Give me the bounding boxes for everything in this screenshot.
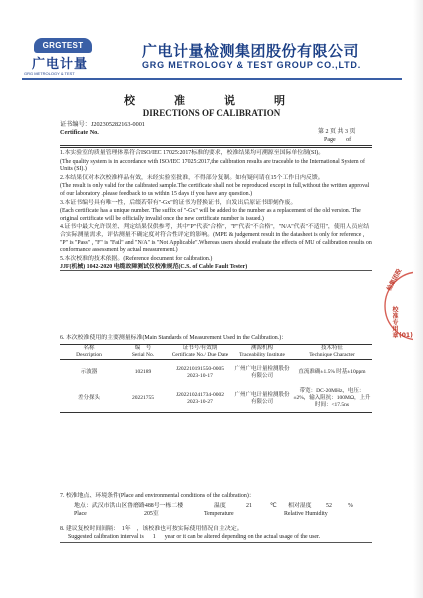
standards-table bbox=[60, 344, 372, 413]
cell-traceability: 广州广电计量检测股份有限公司 bbox=[234, 365, 290, 379]
certificate-label-en: Certificate No. bbox=[60, 129, 99, 136]
notes-end-rule bbox=[60, 270, 372, 271]
calibration-notes bbox=[60, 150, 372, 273]
col-name-en: Description bbox=[60, 352, 118, 359]
note-1-en: (The quality system is in accordance with ISO/IEC 17025:2017,the calibration results are traceable to the International System of Units (SI).) bbox=[60, 158, 365, 173]
table-header-cn-row bbox=[60, 345, 372, 352]
scan-edge-shadow bbox=[413, 0, 423, 598]
temperature-unit: ℃ bbox=[270, 503, 277, 509]
environment-heading: 7. 校准地点、环境条件(Place and environmental conditions of the calibration)： bbox=[60, 493, 255, 499]
calibration-interval bbox=[60, 525, 372, 541]
note-5: 5.本次校准的技术依据。(Reference document for calibration.) bbox=[60, 255, 213, 262]
cell-certificate: J202210191550-0005 2023-10-17 bbox=[176, 365, 224, 379]
note-3-cn: 3.本证书编号具有唯一性，后缀若带有"-Gx"的证书为替换证书，自发出后原证书即刻作废。 bbox=[60, 199, 297, 206]
seal-text-arc: 检集团股 bbox=[385, 267, 404, 293]
col-serial-cn: 编 号 bbox=[118, 345, 168, 352]
seal-text-main: 校准专用章 bbox=[391, 306, 398, 339]
seal-text-number: (01) bbox=[399, 332, 413, 339]
footer-rule bbox=[60, 542, 372, 543]
certificate-label-cn: 证书编号： bbox=[60, 121, 91, 128]
company-name-cn: 广电计量检测集团股份有限公司 bbox=[142, 42, 360, 60]
certificate-rule bbox=[60, 145, 372, 146]
certificate-number: J202305282163-0001 bbox=[90, 121, 145, 128]
table-row bbox=[60, 386, 372, 413]
logo-cn-text: 广电计量 bbox=[32, 57, 89, 72]
humidity-unit: % bbox=[348, 503, 353, 509]
reference-document: JJF(机械) 1042-2020 电缆故障测试仪校准规范(C.S. of Cable Fault Tester) bbox=[60, 264, 248, 271]
logo-badge: GRGTEST bbox=[34, 38, 92, 53]
col-serial-en: Serial No. bbox=[118, 352, 168, 359]
humidity-label-en: Relative Humidity bbox=[284, 511, 328, 517]
col-name-cn: 名称 bbox=[60, 345, 118, 352]
company-logo bbox=[22, 38, 112, 78]
table-header-en-row bbox=[60, 352, 372, 359]
note-1-cn: 1.本实验室的质量管理体系符合ISO/IEC 17025:2017标准的要求，校准结果均可溯源至国际单位制(SI)。 bbox=[60, 150, 325, 156]
page-info-cn: 第 2 页 共 3 页 bbox=[318, 129, 356, 135]
cell-description: 示波器 bbox=[80, 369, 98, 376]
temperature-label-en: Temperature bbox=[204, 511, 234, 517]
document-title-en: DIRECTIONS OF CALIBRATION bbox=[142, 108, 281, 118]
note-2-cn: 2.本结果仅对本次校准样品有效，未经实验室批准，不得部分复制。如有疑问请在15个工作日内反馈。 bbox=[60, 174, 324, 181]
col-tech-en: Technique Character bbox=[292, 352, 372, 359]
col-trace-cn: 溯源机构 bbox=[232, 345, 292, 352]
place-room: 205室 bbox=[144, 511, 159, 517]
document-title-cn: 校 准 说 明 bbox=[124, 94, 299, 107]
table-row bbox=[60, 359, 372, 386]
company-name-en: GRG METROLOGY & TEST GROUP CO.,LTD. bbox=[142, 60, 362, 70]
cell-traceability: 广州广电计量检测股份有限公司 bbox=[232, 386, 292, 413]
col-cert-en: Certificate No./ Due Date bbox=[168, 352, 232, 359]
certificate-rule-2 bbox=[60, 147, 372, 148]
note-3-en: (Each certificate has a unique number. The suffix of "-Gx" will be added to the number as a replacement of the old version. The original certificate will be officially invalid once the new certificate number is issued.) bbox=[60, 208, 361, 222]
temperature-label-cn: 温度 bbox=[214, 503, 226, 509]
interval-en bbox=[60, 533, 372, 541]
cell-serial: 20221755 bbox=[118, 386, 168, 413]
interval-en-value: 1 bbox=[152, 534, 156, 540]
place-label-en: Place bbox=[74, 511, 87, 517]
cell-technique: 带宽：DC-20MHz，电压：±2%，输入阻抗：100MΩ，上升时间：<17.5ns bbox=[292, 386, 372, 413]
interval-en-prefix: Suggested calibration interval is bbox=[68, 534, 144, 540]
humidity-label-cn: 相对湿度 bbox=[288, 503, 312, 509]
logo-en-text: GRG METROLOGY & TEST bbox=[24, 71, 75, 76]
page-info bbox=[318, 128, 372, 144]
note-2-en: (The result is only valid for the calibrated sample.The certificate shall not be reproduced except in full,without the written approval of our laboratory .please feedback to us within 15 days if you have any question.) bbox=[60, 183, 370, 197]
cell-technique: 直流准确±1.5% 时基±10ppm bbox=[298, 369, 366, 376]
col-cert-cn: 证书号/有效期 bbox=[168, 345, 232, 352]
cell-serial: 102189 bbox=[134, 369, 152, 376]
place-value: ：武汉市洪山区鲁磨路488号一栋二楼 bbox=[86, 503, 184, 509]
temperature-value: 21 bbox=[246, 503, 252, 509]
place-label-cn: 地点 bbox=[74, 503, 86, 509]
note-4: 4.证书中最大允许误差、判定结果仅供参考，其中"P"代表"合格"，"F"代表"不合格"，"N/A"代表"不适用"，使用人员应结合实际测量需求，评估测量不确定度对符合性评定的影响。(MPE & judgement result in the datasheet is only for reference , "P" is "Pass" , "F" is "Fail" and "N/A" is "Not Applicable".Whereas users should evaluate the effects of MU of calibration results on conformance assessment by actual measurement.) bbox=[60, 224, 372, 254]
cell-certificate: J202210241734-0002 2023-10-27 bbox=[168, 386, 232, 413]
standards-heading: 6. 本次校准使用的主要测量标准(Main Standards of Measurement Used in the Calibration.)： bbox=[60, 335, 288, 341]
cell-description: 差分探头 bbox=[60, 386, 118, 413]
humidity-value: 52 bbox=[326, 503, 332, 509]
interval-cn: 8. 建议复校时间间隔： 1年 ，该校准也可按实际使用情况自主决定。 bbox=[60, 526, 243, 532]
interval-en-suffix: year or it can be altered depending on the actual usage of the user. bbox=[164, 534, 321, 540]
col-tech-cn: 技术特征 bbox=[292, 345, 372, 352]
col-trace-en: Traceability Institute bbox=[232, 352, 292, 359]
header-divider bbox=[22, 78, 402, 80]
page-info-en: Page of bbox=[324, 137, 352, 143]
